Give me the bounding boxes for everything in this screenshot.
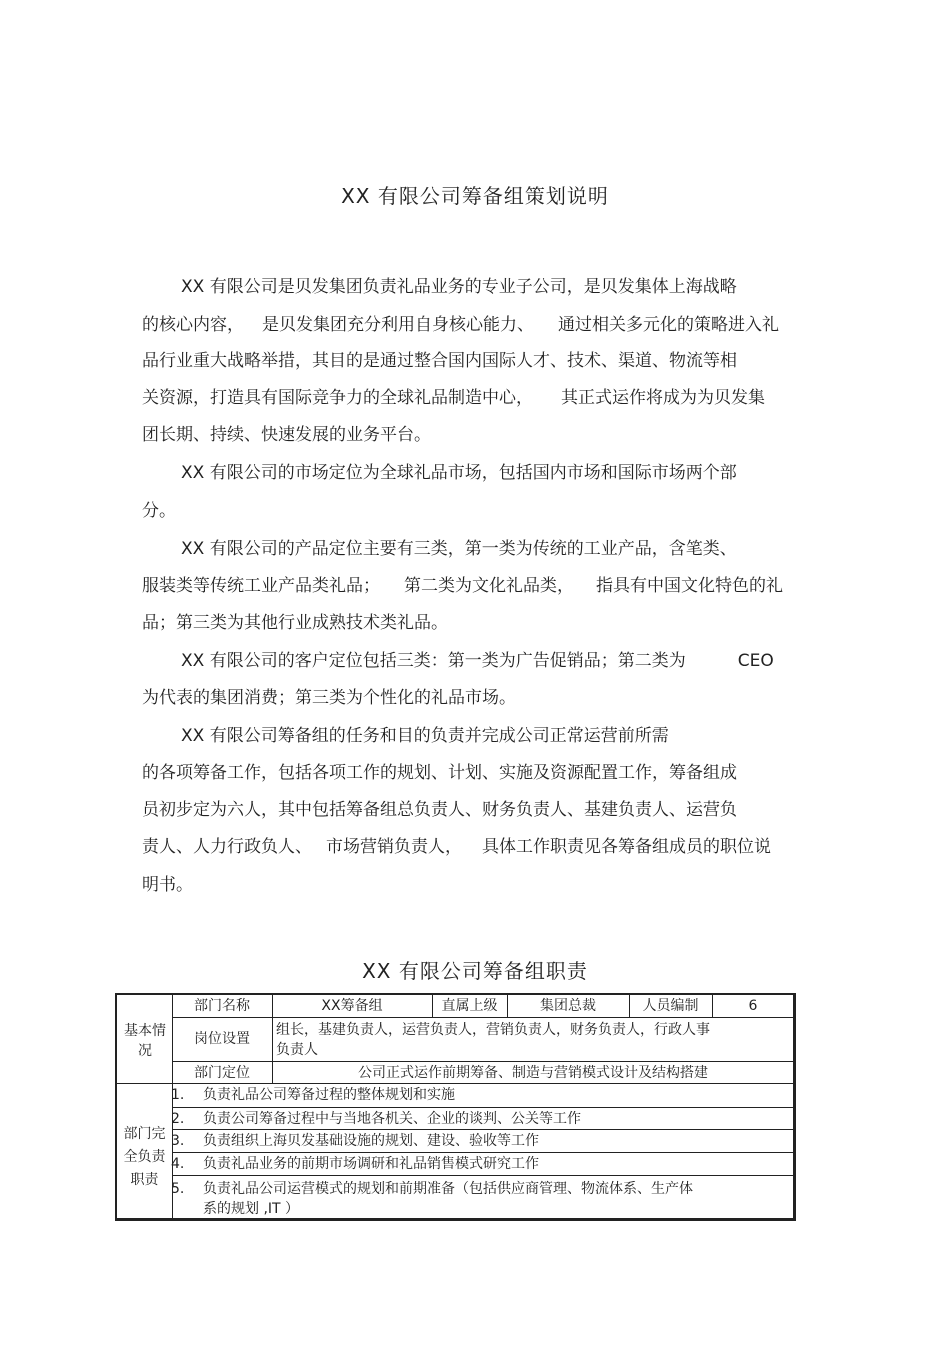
paragraph-line: 责人、人力行政负人、 市场营销负责人， 具体工作职责见各筹备组成员的职位说 (142, 837, 771, 857)
paragraph-line: 关资源，打造具有国际竞争力的全球礼品制造中心， 其正式运作将成为为贝发集 (142, 388, 765, 408)
paragraph-line: 品；第三类为其他行业成熟技术类礼品。 (142, 613, 448, 633)
positions-label: 岗位设置 (194, 1031, 250, 1047)
paragraph-line: 员初步定为六人，其中包括筹备组总负责人、财务负责人、基建负责人、运营负 (142, 800, 737, 820)
duty-table (115, 993, 796, 1221)
superior-label: 直属上级 (441, 998, 498, 1014)
table-title: XX 有限公司筹备组职责 (362, 959, 588, 983)
paragraph-line: 的各项筹备工作，包括各项工作的规划、计划、实施及资源配置工作，筹备组成 (142, 763, 737, 783)
paragraph-line: XX 有限公司的产品定位主要有三类，第一类为传统的工业产品，含笔类、 (181, 539, 737, 559)
dept-name-label: 部门名称 (194, 998, 250, 1014)
paragraph-line: XX 有限公司筹备组的任务和目的负责并完成公司正常运营前所需 (181, 726, 669, 746)
paragraph-line: 明书。 (142, 875, 193, 895)
duties-label: 部门完 全负责 职责 (123, 1126, 166, 1188)
superior-value: 集团总裁 (540, 998, 596, 1014)
paragraph-line: 的核心内容， 是贝发集团充分利用自身核心能力、 通过相关多元化的策略进入礼 (142, 315, 779, 335)
document-title: XX 有限公司筹备组策划说明 (341, 184, 609, 208)
paragraph-line: 服装类等传统工业产品类礼品； 第二类为文化礼品类， 指具有中国文化特色的礼 (142, 576, 783, 596)
positioning-label: 部门定位 (194, 1065, 250, 1081)
duty-item: 4. 负责礼品业务的前期市场调研和礼品销售模式研究工作 (171, 1156, 539, 1172)
basic-info-label: 基本情况 (124, 1023, 166, 1059)
duty-item: 5. 负责礼品公司运营模式的规划和前期准备（包括供应商管理、物流体系、生产体 系的规划 ,IT ） (171, 1181, 693, 1217)
staff-value: 6 (748, 998, 758, 1014)
dept-name-value: XX筹备组 (321, 998, 383, 1014)
paragraph-line: 团长期、持续、快速发展的业务平台。 (142, 425, 431, 445)
paragraph-line: 为代表的集团消费；第三类为个性化的礼品市场。 (142, 688, 516, 708)
duty-item: 2. 负责公司筹备过程中与当地各机关、企业的谈判、公关等工作 (171, 1111, 581, 1127)
paragraph-line: 分。 (142, 501, 176, 521)
duty-item: 1. 负责礼品公司筹备过程的整体规划和实施 (171, 1087, 455, 1103)
positioning-value: 公司正式运作前期筹备、制造与营销模式设计及结构搭建 (358, 1065, 708, 1081)
staff-label: 人员编制 (642, 998, 699, 1014)
positions-value: 组长，基建负责人，运营负责人，营销负责人，财务负责人，行政人事 负责人 (276, 1022, 710, 1058)
paragraph-line: XX 有限公司的市场定位为全球礼品市场，包括国内市场和国际市场两个部 (181, 463, 737, 483)
duty-item: 3. 负责组织上海贝发基础设施的规划、建设、验收等工作 (171, 1133, 539, 1149)
paragraph-line: XX 有限公司的客户定位包括三类：第一类为广告促销品；第二类为 CEO (181, 651, 774, 671)
paragraph-line: XX 有限公司是贝发集团负责礼品业务的专业子公司，是贝发集体上海战略 (181, 277, 737, 297)
paragraph-line: 品行业重大战略举措，其目的是通过整合国内国际人才、技术、渠道、物流等相 (142, 351, 737, 371)
